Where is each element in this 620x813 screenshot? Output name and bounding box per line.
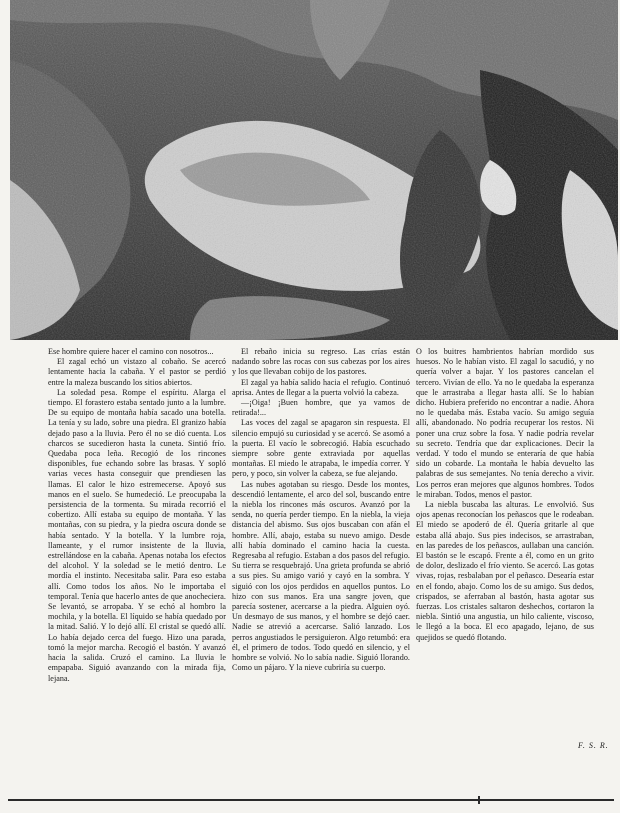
paragraph: Las nubes agotaban su riesgo. Desde los montes, descendió lentamente, el arco del sol, buscando entre la niebla los rincones más oscuros. Avanzó por la senda, no quería perder tiempo. En la niebla, la vieja distancia del abismo. Sus ojos buscaban con afán el hombre. Allí, abajo, estaba su nuevo amigo. Desde allí había dominado el camino hacia la cuesta. Regresaba al refugio. Estaban a dos pasos del refugio. Su tierra se resquebrajó. Una grieta profunda se abrió a sus pies. Su amigo varió y cayó en la sombra. Y siguió con los ojos perdidos en aquellos puntos. Lo hizo con sus manos. Era una sangre joven, que parecía sostener, acercarse a la piedra. Alguien oyó. Un desmayo de sus manos, y el hombre se dejó caer. Nadie se atrevió a acercarse. Salió lanzado. Los perros angustiados le persiguieron. Algo retumbó: era él, el primero de todos. Todo quedó en silencio, y el hombre se volvió. No lo sabía nadie. Siguió llorando. Como un pájaro. Y la nieve cubriría su cuerpo. [232,479,410,673]
article-photo [10,0,618,340]
paragraph: La soledad pesa. Rompe el espíritu. Alarga el tiempo. El forastero estaba sentado junto a la lumbre. De su equipo de montaña había sacado una botella. La tenía y su lado, sobre una piedra. El granizo había dejado paso a la lluvia. Pero él no se dió cuenta. Los charcos se sucedieron hasta la cuneta. Sintió frío. Quedaba poca leña. Recogió de los rincones disponibles, fue echando sobre las brasas. Y sopló varias veces hasta conseguir que prendiesen las llamas. El calor le hizo estremecerse. Apoyó sus manos en el suelo. Se humedeció. Le preocupaba la persistencia de la tormenta. Su mirada recorrió el cobertizo. Allí estaba su equipo de montaña. Y las montañas, con su piedra, y la piedra oscura donde se había sentado. Y la botella. Y la lumbre roja, llameante, y el rumor insistente de la lluvia, estrellándose en la cabaña. Apenas notaba los efectos del alcohol. Y la soledad se le metió dentro. Le mordía el instinto. Necesitaba salir. Para eso estaba allí. Como todos los años. No le importaba el temporal. Tenía que hacerlo antes de que anocheciera. Se levantó, se arropaba. Y se echó al hombro la mochila, y la botella. El líquido se había quedado por la mitad. Salió. Y lo dejó allí. El cristal se quedó allí. Lo había dejado cerca del fuego. Hizo una parada, tomó la mejor marcha. Recogió el bastón. Y avanzó hacia la salida. Cruzó el camino. La lluvia le empapaba. Siguió avanzando con la mirada fija, lejana. [48,387,226,683]
article-column-3 [416,347,594,643]
paragraph: O los buitres hambrientos habrían mordido sus huesos. No le habían visto. El zagal lo sacudió, y no quería volver a bajar. Y los pastores cancelan el tercero. Vivían de ello. Ya no le quedaba la esperanza que le arrastraba a llegar hasta allí. Se lo habían dicho. Hubiera preferido no encontrar a nadie. Ahora no le quedaba más. Estaba vacío. Su amigo seguía allí, abandonado. No podría recuperar los restos. Ni poner una cruz sobre la fosa. Y nadie podría revelar su secreto. Tendría que dar explicaciones. Decir la verdad. Y todo el mundo se enteraría de que había sido un cobarde. La montaña le había devuelto las palabras de sus semejantes. No tenía derecho a vivir. Los perros eran mejores que algunos hombres. Todos le miraban. Todos, menos el pastor. [416,347,594,499]
paragraph: El zagal ya había salido hacia el refugio. Continuó aprisa. Antes de llegar a la puerta volvió la cabeza. [232,377,410,397]
paragraph: El rebaño inicia su regreso. Las crías están nadando sobre las rocas con sus cabezas por los aires y los que llevaban cobijo de los pastores. [232,347,410,377]
paragraph: Las voces del zagal se apagaron sin respuesta. El silencio empujó su curiosidad y se acercó. Se asomó a la puerta. El vacío le sobrecogió. Había escuchado siempre sobre gente extraviada por aquellas montañas. El miedo le atrapaba, le impedía correr. Y pero, y poco, sin volver la cabeza, se fue alejando. [232,418,410,479]
article-column-1 [48,347,226,684]
paragraph: —¡Oiga! ¡Buen hombre, que ya vamos de retirada!... [232,398,410,418]
photo-landscape-icon [10,0,618,340]
bottom-divider [8,799,614,801]
bottom-divider-tick [478,796,480,804]
article-column-2 [232,347,410,674]
paragraph: Ese hombre quiere hacer el camino con nosotros... [48,347,214,356]
paragraph: La niebla buscaba las alturas. Le envolvió. Sus ojos apenas reconocían los peñascos que le rodeaban. El miedo se apoderó de él. Quería gritarle al que estaba allá abajo. Sus pies indecisos, se arrastraban, en las paredes de los peñascos, aullaban una canción. El bastón se le escapó. Frente a él, como en un grito de dolor, deslizado el frío viento. Se acercó. Las gotas vivas, rojas, resbalaban por el peñasco. Desearía estar en el fondo, abajo. Como los de su amigo. Sus dedos, crispados, se aferraban al bastón, hasta agotar sus fuerzas. Los cristales saltaron deshechos, cortaron la niebla. Sintió una angustia, un hilo caliente, viscoso, le llegó a la boca. El eco apagado, lejano, de sus quejidos se quedó flotando. [416,500,594,642]
author-signature: F. S. R. [578,741,609,750]
paragraph: El zagal echó un vistazo al cobaño. Se acercó lentamente hacia la cabaña. Y el pastor se perdió entre la maleza buscando los sitios abiertos. [48,357,226,387]
